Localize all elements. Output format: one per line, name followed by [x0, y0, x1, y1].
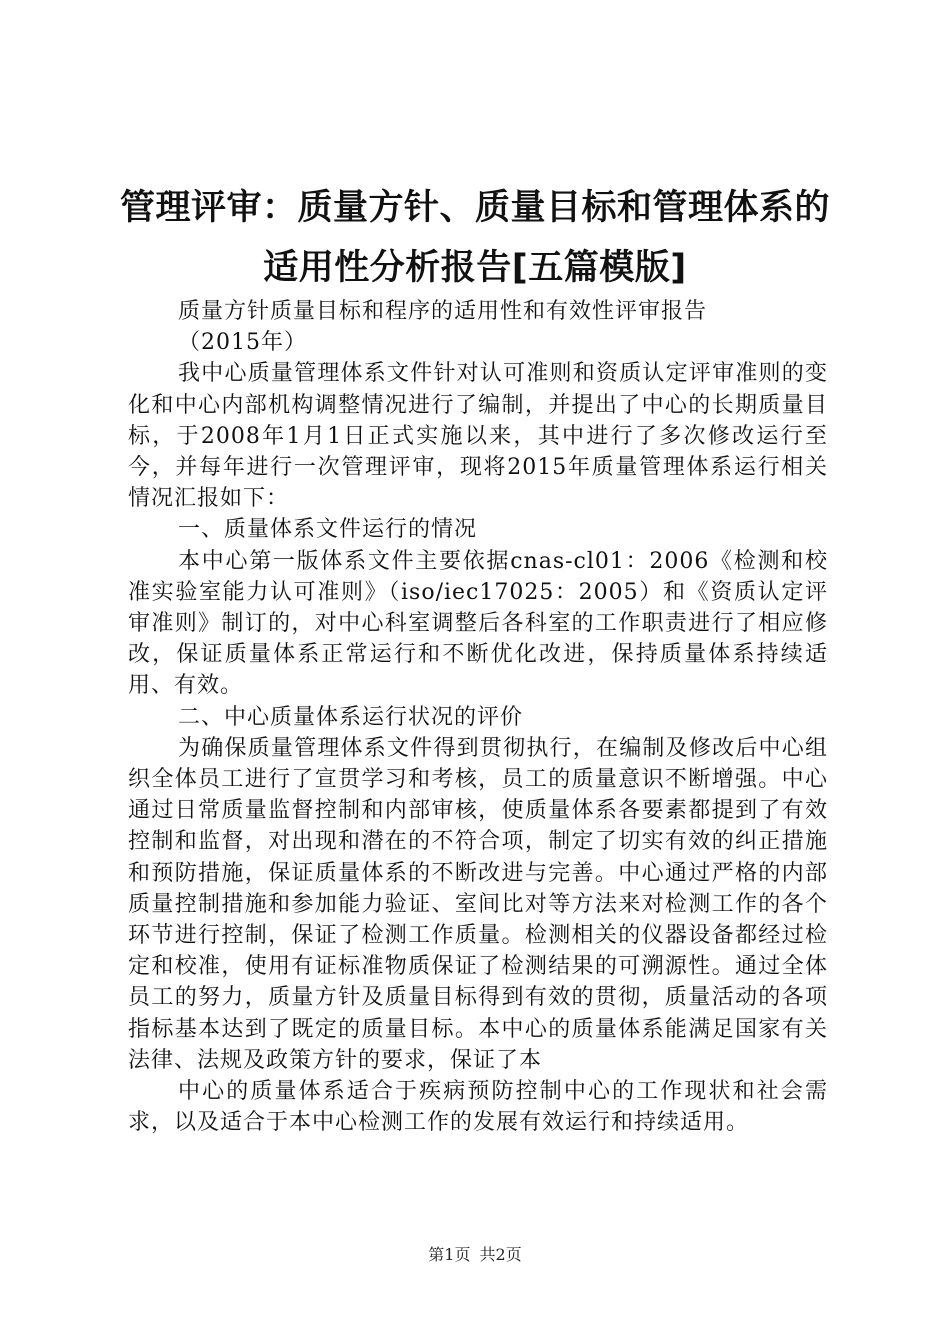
paragraph-intro: 我中心质量管理体系文件针对认可准则和资质认定评审准则的变化和中心内部机构调整情况进行了编制，并提出了中心的长期质量目标，于2008年1月1日正式实施以来，其中进行了多次修改运行至今，并每年进行一次管理评审，现将2015年质量管理体系运行相关情况汇报如下： [128, 361, 828, 512]
page-total: 共2页 [479, 1245, 522, 1264]
title-line-2: 适用性分析报告[五篇模版] [263, 248, 687, 288]
section-heading-1: 一、质量体系文件运行的情况 [178, 517, 478, 543]
paragraph-section-2: 为确保质量管理体系文件得到贯彻执行，在编制及修改后中心组织全体员工进行了宣贯学习和考核，员工的质量意识不断增强。中心通过日常质量监督控制和内部审核，使质量体系各要素都提到了有效控制和监督，对出现和潜在的不符合项，制定了切实有效的纠正措施和预防措施，保证质量体系的不断改进与完善。中心通过严格的内部质量控制措施和参加能力验证、室间比对等方法来对检测工作的各个环节进行控制，保证了检测工作质量。检测相关的仪器设备都经过检定和校准，使用有证标准物质保证了检测结果的可溯源性。通过全体员工的努力，质量方针及质量目标得到有效的贯彻，质量活动的各项指标基本达到了既定的质量目标。本中心的质量体系能满足国家有关法律、法规及政策方针的要求，保证了本 [128, 735, 828, 1073]
title-line-1: 管理评审：质量方针、质量目标和管理体系的 [119, 188, 830, 228]
page-number: 第1页 [428, 1245, 471, 1264]
section-heading-2: 二、中心质量体系运行状况的评价 [178, 704, 524, 730]
document-title [110, 178, 840, 298]
report-subtitle: 质量方针质量目标和程序的适用性和有效性评审报告 [178, 299, 708, 324]
document-body [128, 296, 828, 1138]
report-year: （2015年） [178, 330, 307, 356]
paragraph-conclusion: 中心的质量体系适合于疾病预防控制中心的工作现状和社会需求，以及适合于本中心检测工作的发展有效运行和持续适用。 [128, 1079, 828, 1136]
page-footer [0, 1242, 950, 1265]
paragraph-section-1: 本中心第一版体系文件主要依据cnas-cl01：2006《检测和校准实验室能力认可准则》（iso/iec17025：2005）和《资质认定评审准则》制订的，对中心科室调整后各科室的工作职责进行了相应修改，保证质量体系正常运行和不断优化改进，保持质量体系持续适用、有效。 [128, 548, 828, 699]
